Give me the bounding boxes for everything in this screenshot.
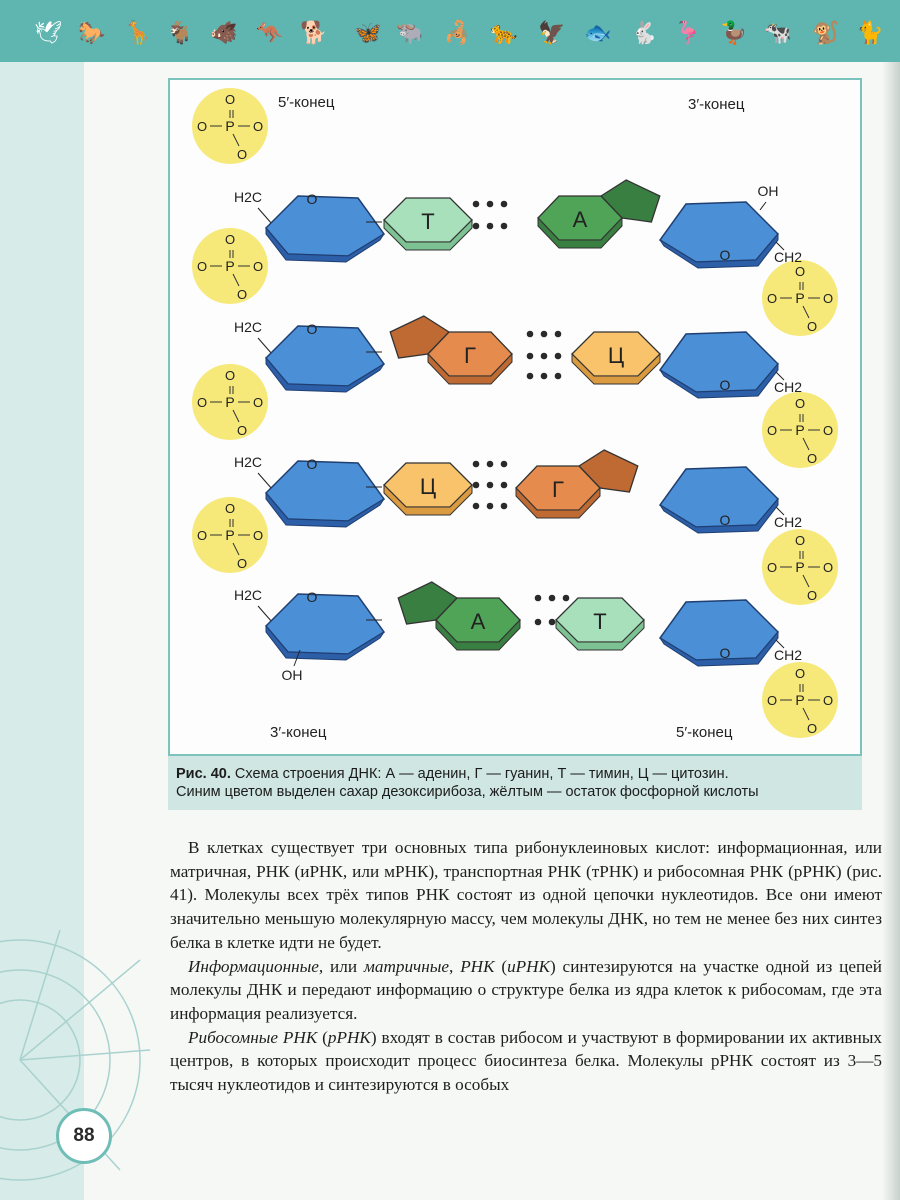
h2c-label: H2C	[233, 454, 263, 470]
header-decorative-band	[0, 0, 900, 62]
animal-silhouette-icon: 🐕	[300, 20, 328, 45]
sugar-ring-O: O	[306, 321, 318, 337]
phosphate-O: O	[236, 423, 248, 438]
phosphate-O: O	[822, 560, 834, 575]
hydrogen-bond-dot	[487, 461, 494, 468]
phosphate-O: O	[252, 119, 264, 134]
text-fragment: ) входят в состав рибосом и участвуют в формировании их активных центров, в которых происходит процесс биосинтеза белка. Молекулы рРНК состоят из 3—5 тысяч нуклеотидов и синтезируются в особых	[170, 1027, 882, 1095]
hydrogen-bond-dot	[501, 461, 508, 468]
phosphate-O: O	[794, 666, 806, 681]
phosphate-P: P	[225, 394, 235, 410]
body-text	[170, 836, 882, 1097]
phosphate-P: P	[225, 258, 235, 274]
hydrogen-bond-dot	[535, 619, 542, 626]
label-3-end-top: 3′-конец	[688, 96, 745, 113]
hydrogen-bond-dot	[501, 223, 508, 230]
hydrogen-bond-dot	[555, 373, 562, 380]
hydrogen-bond-dot	[487, 482, 494, 489]
phosphate-P: P	[795, 290, 805, 306]
phosphate-O: O	[806, 319, 818, 334]
h2c-label: H2C	[233, 587, 263, 603]
phosphate-O: O	[196, 395, 208, 410]
phosphate-O: O	[794, 264, 806, 279]
hydrogen-bond-dot	[473, 223, 480, 230]
sugar-ring-O: O	[306, 191, 318, 207]
phosphate-P: P	[795, 559, 805, 575]
hydrogen-bond-dot	[473, 482, 480, 489]
ch2-label: CH2	[773, 647, 803, 663]
caption-figure-number: Рис. 40.	[176, 766, 231, 782]
bond-line	[258, 473, 272, 489]
page-number: 88	[56, 1108, 112, 1164]
base-letter-Т: Т	[593, 609, 607, 634]
hydrogen-bond-dot	[549, 619, 556, 626]
phosphate-O: O	[236, 556, 248, 571]
hydrogen-bond-dot	[527, 373, 534, 380]
term-informational: Информационные	[188, 956, 319, 976]
paragraph-rna-types: В клетках существует три основных типа рибонуклеиновых кислот: информационная, или матричная, РНК (иРНК, или мРНК), транспортная РНК (тРНК) и рибосомная РНК (рРНК) (рис. 41). Молекулы всех трёх типов РНК состоят из одной цепочки нуклеотидов. Все они имеют значительно меньшую молекулярную массу, чем молекулы ДНК, но тем не менее без них синтез белка в клетке идти не будет.	[170, 838, 882, 952]
text-fragment: (	[317, 1027, 328, 1047]
phosphate-O: O	[252, 395, 264, 410]
bond-line	[258, 208, 272, 224]
animal-silhouette-icon: 🐗	[210, 20, 238, 45]
hydrogen-bond-dot	[555, 331, 562, 338]
bond-line	[258, 338, 272, 354]
oh-label-top: OH	[757, 183, 779, 199]
term-irna: иРНК	[507, 956, 550, 976]
phosphate-P: P	[795, 692, 805, 708]
animal-silhouette-icon: 🐒	[812, 20, 840, 45]
hydrogen-bond-dot	[541, 373, 548, 380]
paragraph-mrna	[170, 955, 882, 1026]
animal-silhouette-icon: 🐐	[166, 20, 194, 45]
phosphate-O: O	[794, 396, 806, 411]
caption-line-1: Схема строения ДНК: А — аденин, Г — гуанин, Т — тимин, Ц — цитозин.	[230, 766, 729, 782]
phosphate-O: O	[822, 423, 834, 438]
base-letter-Ц: Ц	[419, 474, 437, 499]
animal-silhouette-icon: 🦘	[256, 20, 284, 45]
ch2-label: CH2	[773, 249, 803, 265]
figure-caption	[168, 756, 862, 810]
text-fragment: , или	[318, 956, 364, 976]
hydrogen-bond-dot	[501, 482, 508, 489]
base-letter-Ц: Ц	[607, 343, 625, 368]
phosphate-O: O	[794, 533, 806, 548]
phosphate-O: O	[822, 291, 834, 306]
text-fragment: (	[494, 956, 508, 976]
phosphate-O: O	[766, 693, 778, 708]
animal-silhouette-icon: 🐄	[764, 20, 792, 45]
base-letter-А: А	[572, 207, 588, 232]
hydrogen-bond-dot	[527, 353, 534, 360]
bird-silhouette-icon: 🦆	[720, 20, 748, 45]
oh-label-bottom: OH	[281, 667, 303, 683]
text-fragment: ,	[449, 956, 461, 976]
phosphate-O: O	[236, 287, 248, 302]
hydrogen-bond-dot	[501, 201, 508, 208]
phosphate-O: O	[822, 693, 834, 708]
sugar-ring-O: O	[719, 377, 731, 393]
term-ribosomal-rna: Рибосомные РНК	[188, 1027, 318, 1047]
butterfly-silhouette-icon: 🦋	[354, 20, 382, 45]
phosphate-O: O	[196, 528, 208, 543]
animal-silhouette-icon: 🐎	[78, 20, 106, 45]
base-letter-Т: Т	[421, 209, 435, 234]
phosphate-O: O	[196, 259, 208, 274]
label-3-end-bottom: 3′-конец	[270, 724, 327, 741]
hydrogen-bond-dot	[541, 331, 548, 338]
phosphate-O: O	[236, 147, 248, 162]
phosphate-O: O	[196, 119, 208, 134]
h2c-label: H2C	[233, 319, 263, 335]
h2c-label: H2C	[233, 189, 263, 205]
animal-silhouette-icon: 🐈	[856, 20, 884, 45]
animal-silhouette-icon: 🐇	[630, 20, 658, 45]
phosphate-O: O	[806, 588, 818, 603]
hydrogen-bond-dot	[487, 223, 494, 230]
animal-silhouette-icon: 🐆	[490, 20, 518, 45]
sugar-ring-O: O	[719, 645, 731, 661]
ch2-label: CH2	[773, 514, 803, 530]
sugar-ring-O: O	[306, 456, 318, 472]
hydrogen-bond-dot	[473, 503, 480, 510]
ch2-label: CH2	[773, 379, 803, 395]
hydrogen-bond-dot	[527, 331, 534, 338]
hydrogen-bond-dot	[487, 201, 494, 208]
term-matrix: матричные	[363, 956, 450, 976]
phosphate-P: P	[225, 118, 235, 134]
animal-silhouette-icon: 🐃	[396, 20, 424, 45]
label-5-end-top: 5′-конец	[278, 94, 335, 111]
phosphate-O: O	[252, 528, 264, 543]
sugar-ring-O: O	[719, 247, 731, 263]
page-gutter-shadow	[882, 62, 900, 1200]
sugar-ring-O: O	[306, 589, 318, 605]
base-letter-Г: Г	[552, 477, 564, 502]
phosphate-P: P	[225, 527, 235, 543]
term-rrna: рРНК	[327, 1027, 371, 1047]
hydrogen-bond-dot	[563, 595, 570, 602]
hydrogen-bond-dot	[535, 595, 542, 602]
phosphate-O: O	[766, 560, 778, 575]
hydrogen-bond-dot	[473, 461, 480, 468]
animal-silhouette-icon: 🦒	[124, 20, 152, 45]
bird-silhouette-icon: 🦅	[538, 20, 566, 45]
phosphate-O: O	[224, 501, 236, 516]
paragraph-rrna	[170, 1026, 882, 1097]
phosphate-O: O	[806, 721, 818, 736]
base-letter-А: А	[470, 609, 486, 634]
hydrogen-bond-dot	[501, 503, 508, 510]
label-5-end-bottom: 5′-конец	[676, 724, 733, 741]
hydrogen-bond-dot	[473, 201, 480, 208]
phosphate-O: O	[766, 423, 778, 438]
bond-line	[760, 202, 766, 210]
phosphate-O: O	[766, 291, 778, 306]
hydrogen-bond-dot	[541, 353, 548, 360]
dna-structure-figure	[168, 78, 862, 756]
hydrogen-bond-dot	[487, 503, 494, 510]
base-letter-Г: Г	[464, 343, 476, 368]
bird-silhouette-icon: 🕊	[34, 20, 62, 45]
animal-silhouette-icon: 🦂	[444, 20, 472, 45]
hydrogen-bond-dot	[549, 595, 556, 602]
bird-silhouette-icon: 🦩	[674, 20, 702, 45]
phosphate-O: O	[224, 368, 236, 383]
phosphate-O: O	[224, 232, 236, 247]
bond-line	[258, 606, 272, 622]
phosphate-O: O	[252, 259, 264, 274]
hydrogen-bond-dot	[555, 353, 562, 360]
caption-line-2: Синим цветом выделен сахар дезоксирибоза, жёлтым — остаток фосфорной кислоты	[176, 784, 759, 800]
sugar-ring-O: O	[719, 512, 731, 528]
phosphate-P: P	[795, 422, 805, 438]
phosphate-O: O	[806, 451, 818, 466]
phosphate-O: O	[224, 92, 236, 107]
text-fragment: ) синтезируются на участке одной из цепей молекулы ДНК и передают информацию о структуре белка из ядра клеток к рибосомам, где эта информация реализуется.	[170, 956, 882, 1023]
term-rna: РНК	[460, 956, 495, 976]
fish-silhouette-icon: 🐟	[584, 20, 612, 45]
